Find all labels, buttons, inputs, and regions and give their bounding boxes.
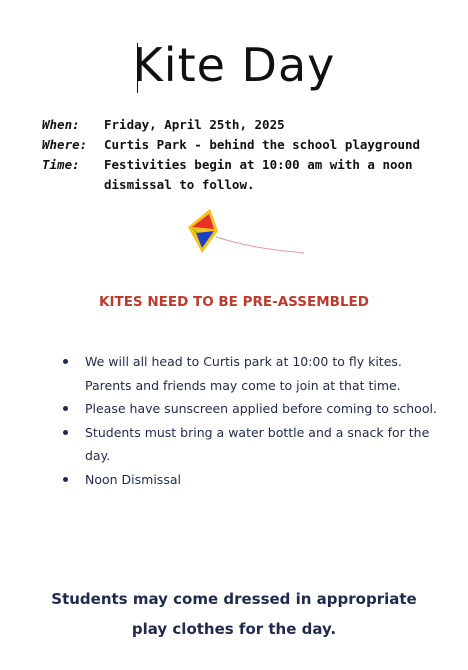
- list-item: Students must bring a water bottle and a snack for the day.: [58, 421, 438, 468]
- when-row: [42, 115, 420, 135]
- list-item: Please have sunscreen applied before coming to school.: [58, 397, 438, 421]
- page-title: Kite Day: [132, 38, 336, 92]
- list-item: Noon Dismissal: [58, 468, 438, 492]
- event-details: [42, 115, 420, 195]
- where-value: Curtis Park - behind the school playground: [104, 137, 421, 152]
- time-row: [42, 155, 420, 175]
- footer-note: [0, 584, 468, 644]
- kite-tail: [216, 237, 304, 253]
- time-value-line1: Festivities begin at 10:00 am with a noon: [104, 157, 413, 172]
- where-row: [42, 135, 420, 155]
- where-label: Where:: [42, 137, 88, 152]
- footer-line1: Students may come dressed in appropriate: [51, 590, 417, 608]
- time-value-line2: dismissal to follow.: [104, 177, 255, 192]
- when-label: When:: [42, 117, 80, 132]
- footer-line2: play clothes for the day.: [131, 620, 337, 638]
- time-label: Time:: [42, 157, 80, 172]
- kite-icon: [182, 205, 307, 260]
- bullet-list: [58, 350, 438, 491]
- notice-heading: KITES NEED TO BE PRE-ASSEMBLED: [99, 294, 369, 310]
- list-item: We will all head to Curtis park at 10:00 to fly kites. Parents and friends may come to join at that time.: [58, 350, 438, 397]
- when-value: Friday, April 25th, 2025: [104, 117, 285, 132]
